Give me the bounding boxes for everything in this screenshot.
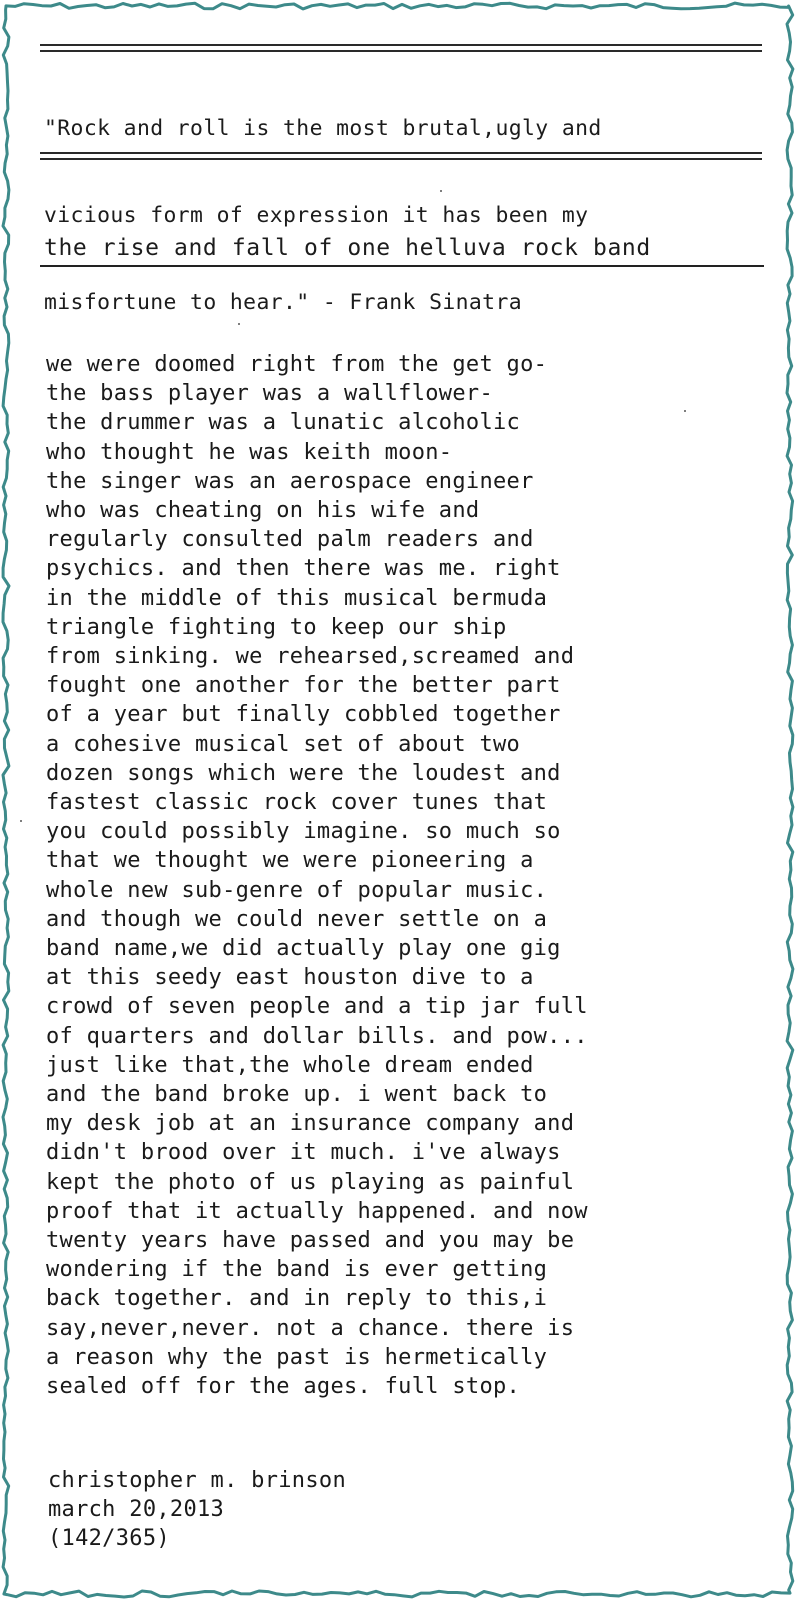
body-line: in the middle of this musical bermuda [46,585,548,611]
signature-count: (142/365) [48,1526,170,1551]
body-line: say,never,never. not a chance. there is [46,1315,575,1341]
body-line: back together. and in reply to this,i [46,1286,548,1312]
quote-block [44,56,602,375]
body-line: who thought he was keith moon- [46,439,453,465]
headline: the rise and fall of one helluva rock band [44,235,651,261]
body-line: proof that it actually happened. and now [46,1198,588,1224]
body-line: of a year but finally cobbled together [46,702,561,728]
body-line: just like that,the whole dream ended [46,1052,534,1078]
body-line: fought one another for the better part [46,673,561,699]
body-line: psychics. and then there was me. right [46,556,561,582]
body-line: the bass player was a wallflower- [46,381,493,407]
body-line: kept the photo of us playing as painful [46,1169,575,1195]
quote-bottom-rule [40,152,762,160]
body-line: band name,we did actually play one gig [46,936,561,961]
body-line: a cohesive musical set of about two [46,731,521,757]
body-line: wondering if the band is ever getting [46,1257,548,1283]
body-line: that we thought we were pioneering a [46,848,534,874]
body-line: my desk job at an insurance company and [46,1111,575,1137]
body-line: whole new sub-genre of popular music. [46,877,548,903]
paper-speck [684,410,686,412]
body-line: we were doomed right from the get go- [46,352,548,377]
quote-line-2: vicious form of expression it has been my [44,203,589,228]
body-line: who was cheating on his wife and [46,498,480,523]
body-line: you could possibly imagine. so much so [46,819,561,845]
headline-underline [40,265,764,267]
paper-speck [440,190,442,192]
signature-name: christopher m. brinson [48,1468,346,1493]
body-line: of quarters and dollar bills. and pow... [46,1023,588,1049]
body-line: fastest classic rock cover tunes that [46,790,548,815]
body-line: didn't brood over it much. i've always [46,1140,561,1166]
quote-line-1: "Rock and roll is the most brutal,ugly and [44,116,602,141]
body-line: and the band broke up. i went back to [46,1082,548,1107]
body-line: and though we could never settle on a [46,906,548,932]
body-line: crowd of seven people and a tip jar full [46,994,588,1020]
body-line: a reason why the past is hermetically [46,1344,548,1370]
body-line: regularly consulted palm readers and [46,527,534,553]
signature-date: march 20,2013 [48,1497,225,1522]
quote-top-rule [40,44,762,52]
body-line: the drummer was a lunatic alcoholic [46,410,521,436]
paper-speck [238,323,240,325]
body-line: the singer was an aerospace engineer [46,468,534,494]
quote-line-3: misfortune to hear." - Frank Sinatra [44,290,523,315]
paper-speck [20,820,22,822]
body-line: from sinking. we rehearsed,screamed and [46,644,575,669]
body-line: twenty years have passed and you may be [46,1228,575,1253]
body-line: at this seedy east houston dive to a [46,965,534,991]
body-line: sealed off for the ages. full stop. [46,1374,521,1399]
body-line: triangle fighting to keep our ship [46,614,507,640]
body-line: dozen songs which were the loudest and [46,760,561,786]
